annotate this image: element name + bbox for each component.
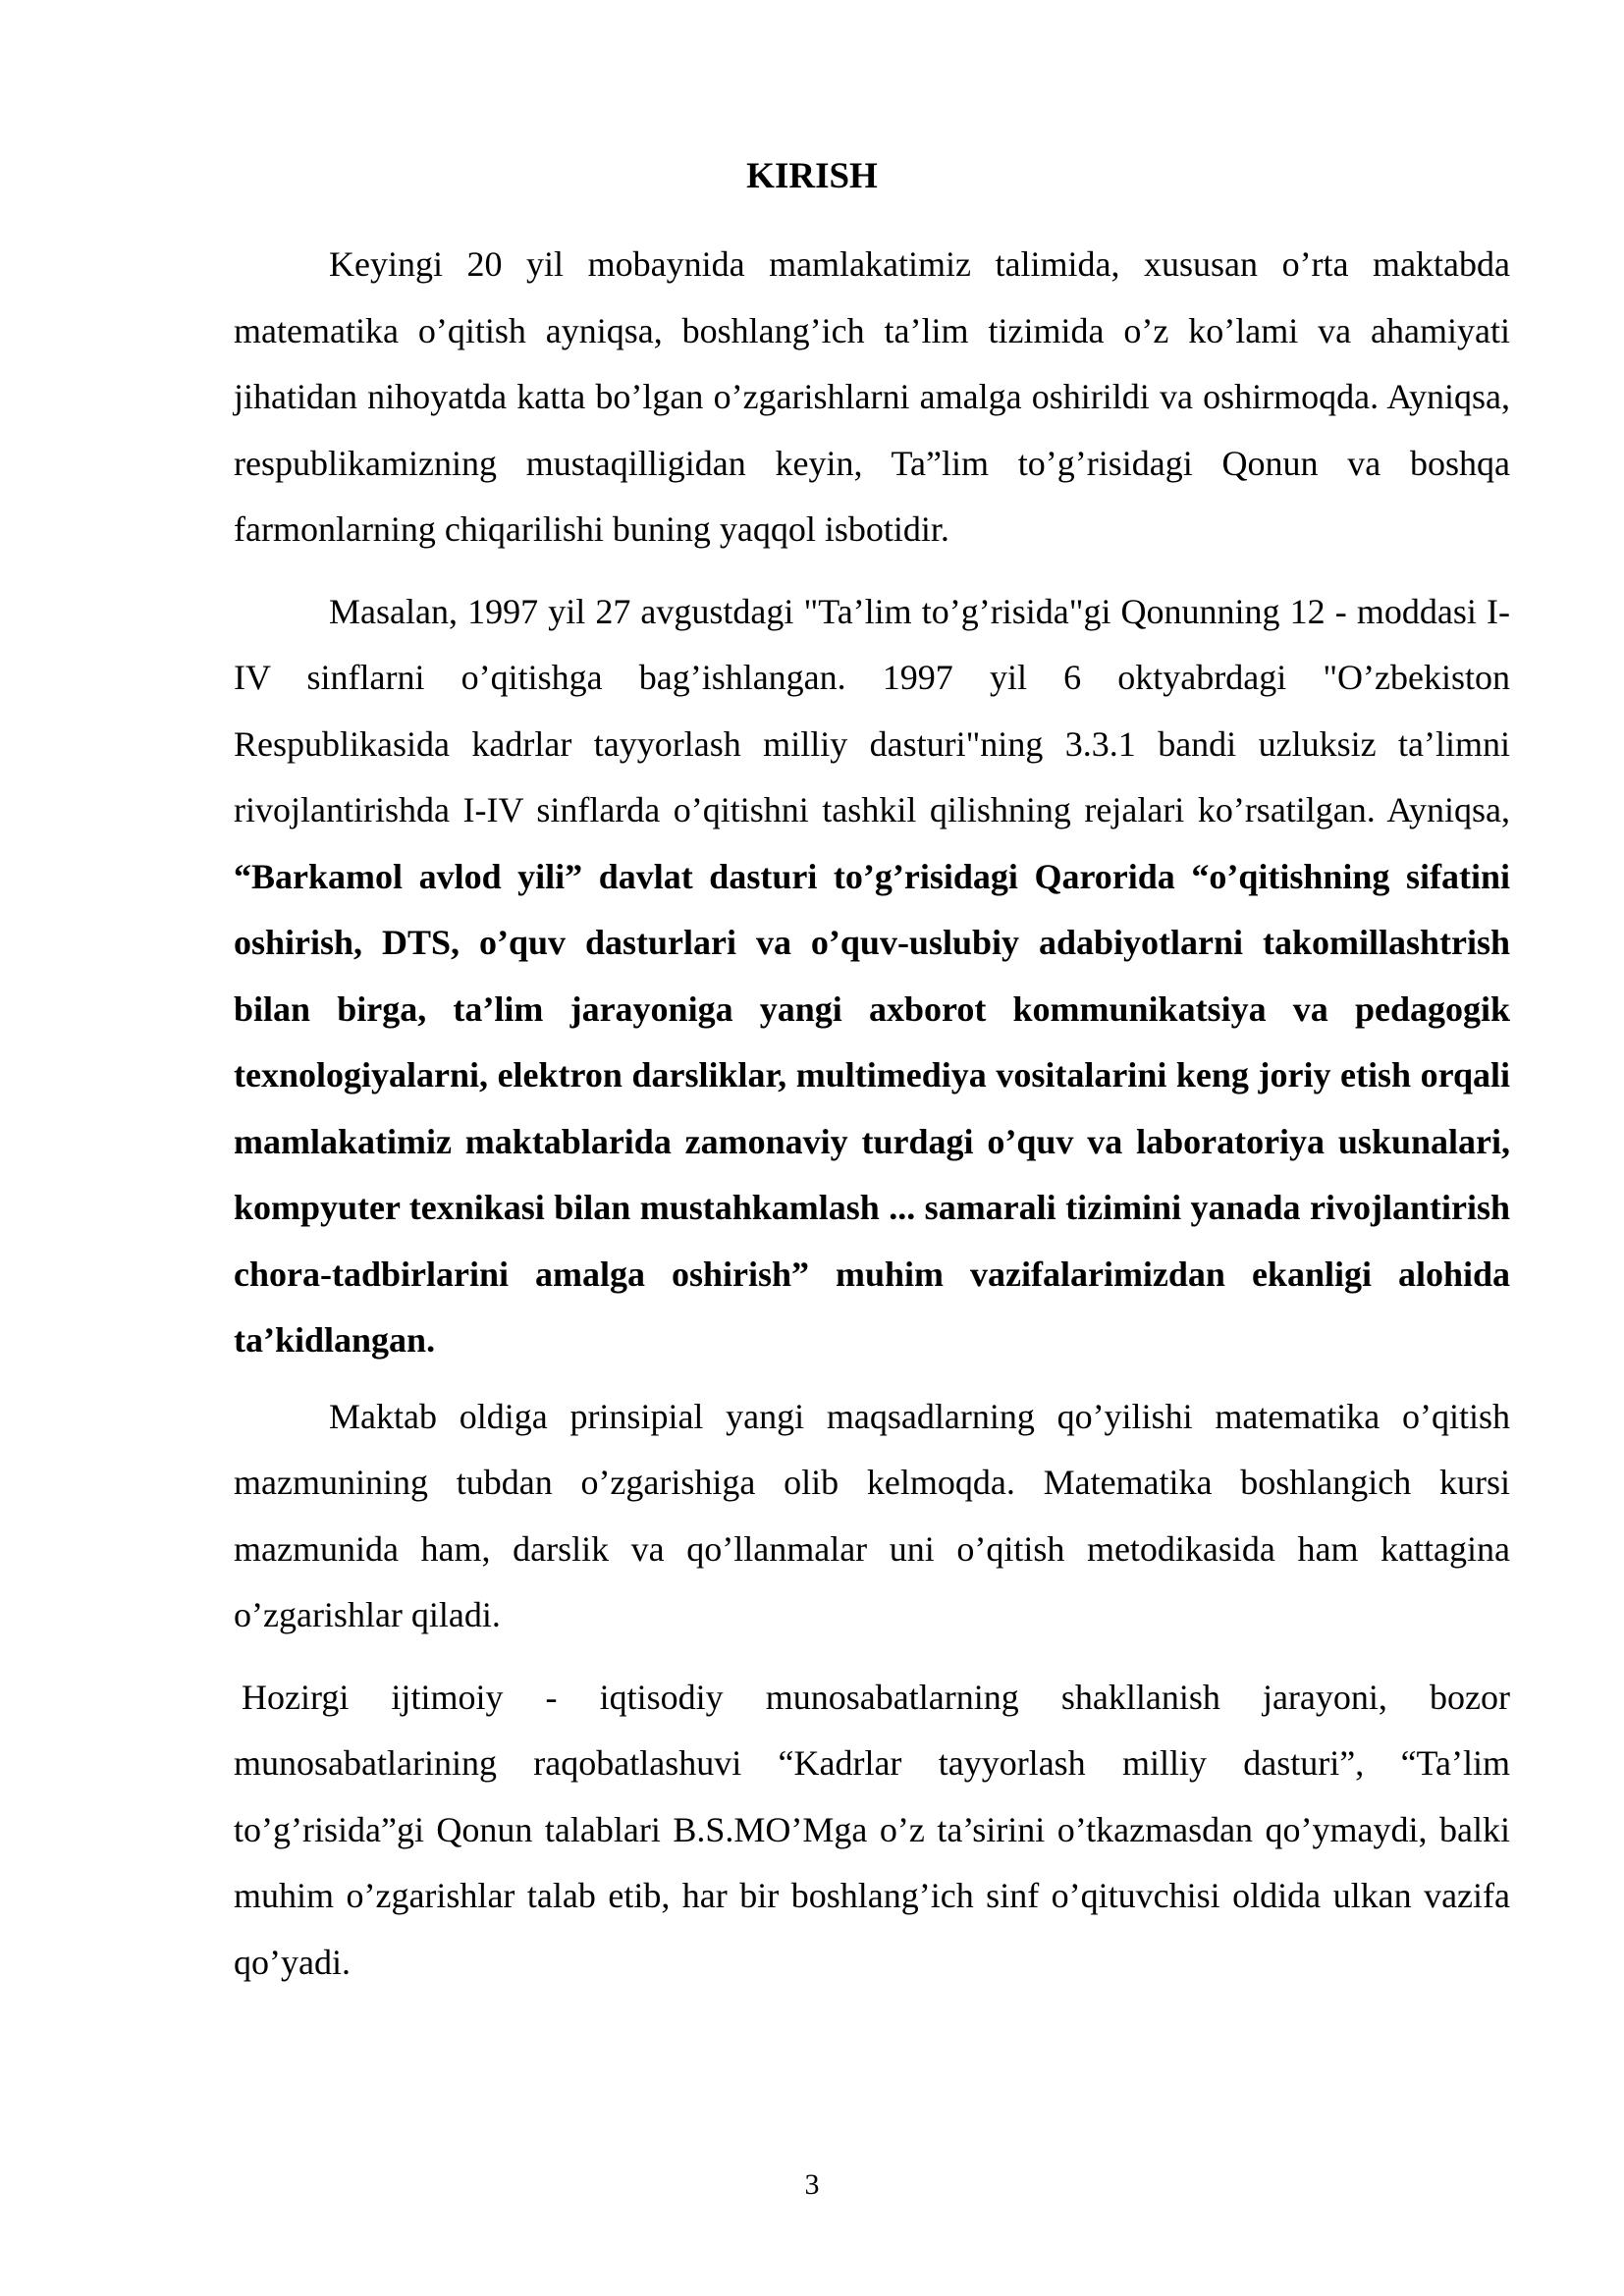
paragraph-3 (234, 1384, 1510, 1649)
paragraph-2 (234, 579, 1510, 1374)
body-text (234, 232, 1510, 1996)
page-number: 3 (804, 2168, 820, 2201)
paragraph-4-text: Hozirgi ijtimoiy - iqtisodiy munosabatlarning shakllanish jarayoni, bozor munosabatlarining raqobatlashuvi “Kadrlar tayyorlash milliy dasturi”, “Ta’lim to’g’risida”gi Qonun talablari B.S.MO’Mga o’z ta’sirini o’tkazmasdan qo’ymaydi, balki muhim o’zgarishlar talab etib, har bir boshlang’ich sinf o’qituvchisi oldida ulkan vazifa qo’yadi. (234, 1677, 1510, 1982)
paragraph-4 (234, 1665, 1510, 1997)
paragraph-3-text: Maktab oldiga prinsipial yangi maqsadlarning qo’yilishi matematika o’qitish mazmunining tubdan o’zgarishiga olib kelmoqda. Matematika boshlangich kursi mazmunida ham, darslik va qo’llanmalar uni o’qitish metodikasida ham kattagina o’zgarishlar qiladi. (234, 1396, 1510, 1634)
paragraph-1-text: Keyingi 20 yil mobaynida mamlakatimiz talimida, xususan o’rta maktabda matematika o’qitish ayniqsa, boshlang’ich ta’lim tizimida o’z ko’lami va ahamiyati jihatidan nihoyatda katta bo’lgan o’zgarishlarni amalga oshirildi va oshirmoqda. Ayniqsa, respublikamizning mustaqilligidan keyin, Ta”lim to’g’risidagi Qonun va boshqa farmonlarning chiqarilishi buning yaqqol isbotidir. (234, 244, 1510, 549)
paragraph-2-text: Masalan, 1997 yil 27 avgustdagi "Ta’lim to’g’risida"gi Qonunning 12 - moddasi I-IV sinflarni o’qitishga bag’ishlangan. 1997 yil 6 oktyabrdagi "O’zbekiston Respublikasida kadrlar tayyorlash milliy dasturi"ning 3.3.1 bandi uzluksiz ta’limni rivojlantirishda I-IV sinflarda o’qitishni tashkil qilishning rejalari ko’rsatilgan. Ayniqsa, (234, 591, 1510, 829)
page-title: KIRISH (746, 156, 878, 196)
paragraph-2-bold-quote: “Barkamol avlod yili” davlat dasturi to’g’risidagi Qarorida “o’qitishning sifatini oshirish, DTS, o’quv dasturlari va o’quv-uslubiy adabiyotlarni takomillashtrish bilan birga, ta’lim jarayoniga yangi axborot kommunikatsiya va pedagogik texnologiyalarni, elektron darsliklar, multimediya vositalarini keng joriy etish orqali mamlakatimiz maktablarida zamonaviy turdagi o’quv va laboratoriya uskunalari, kompyuter texnikasi bilan mustahkamlash ... samarali tizimini yanada rivojlantirish chora-tadbirlarini amalga oshirish” muhim vazifalarimizdan ekanligi alohida ta’kidlangan. (234, 856, 1510, 1360)
paragraph-1 (234, 232, 1510, 563)
